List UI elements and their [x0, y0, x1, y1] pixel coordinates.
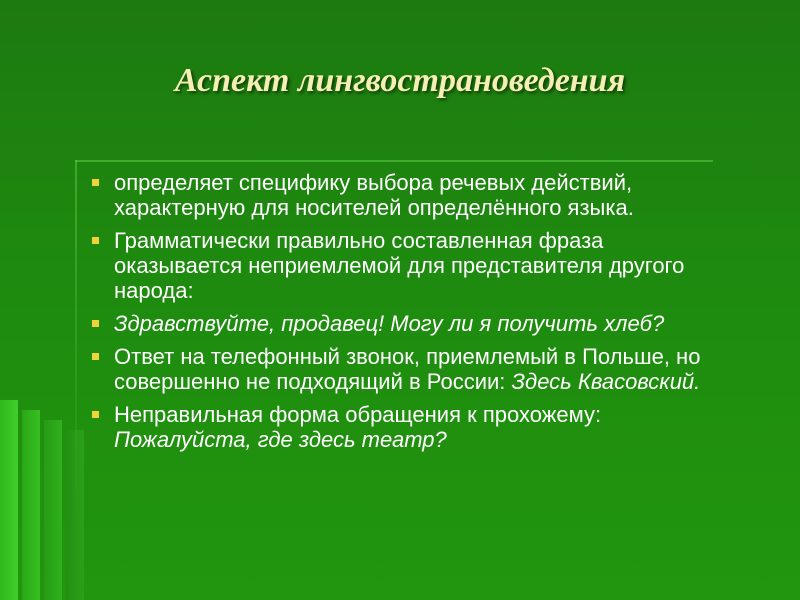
slide-title: Аспект лингвострановедения	[174, 62, 626, 99]
bullet-example-text: Здесь Квасовский.	[511, 369, 701, 394]
decorative-stripe	[44, 420, 62, 600]
bullet-list	[92, 170, 732, 460]
bullet-square-icon	[92, 179, 99, 186]
bullet-square-icon	[92, 411, 99, 418]
bullet-item	[92, 170, 732, 220]
bullet-item	[92, 402, 732, 452]
horizontal-divider	[75, 160, 713, 162]
bullet-text: Здравствуйте, продавец! Могу ли я получить хлеб?	[114, 311, 665, 336]
bullet-text: Неправильная форма обращения к прохожему:	[114, 402, 602, 427]
bullet-text: определяет специфику выбора речевых действий, характерную для носителей определённого языка.	[114, 170, 634, 220]
bullet-example-text: Пожалуйста, где здесь театр?	[114, 427, 447, 452]
bullet-square-icon	[92, 353, 99, 360]
decorative-stripe	[22, 410, 40, 600]
vertical-divider	[75, 160, 77, 520]
bullet-text: Ответ на телефонный звонок, приемлемый в Польше, но совершенно не подходящий в России:	[114, 344, 701, 394]
bullet-item	[92, 228, 732, 303]
bullet-square-icon	[92, 237, 99, 244]
bullet-square-icon	[92, 320, 99, 327]
bullet-item	[92, 344, 732, 394]
bullet-item-example	[92, 311, 732, 336]
decorative-stripe	[0, 400, 18, 600]
bullet-text: Грамматически правильно составленная фраза оказывается неприемлемой для представителя другого народа:	[114, 228, 685, 303]
